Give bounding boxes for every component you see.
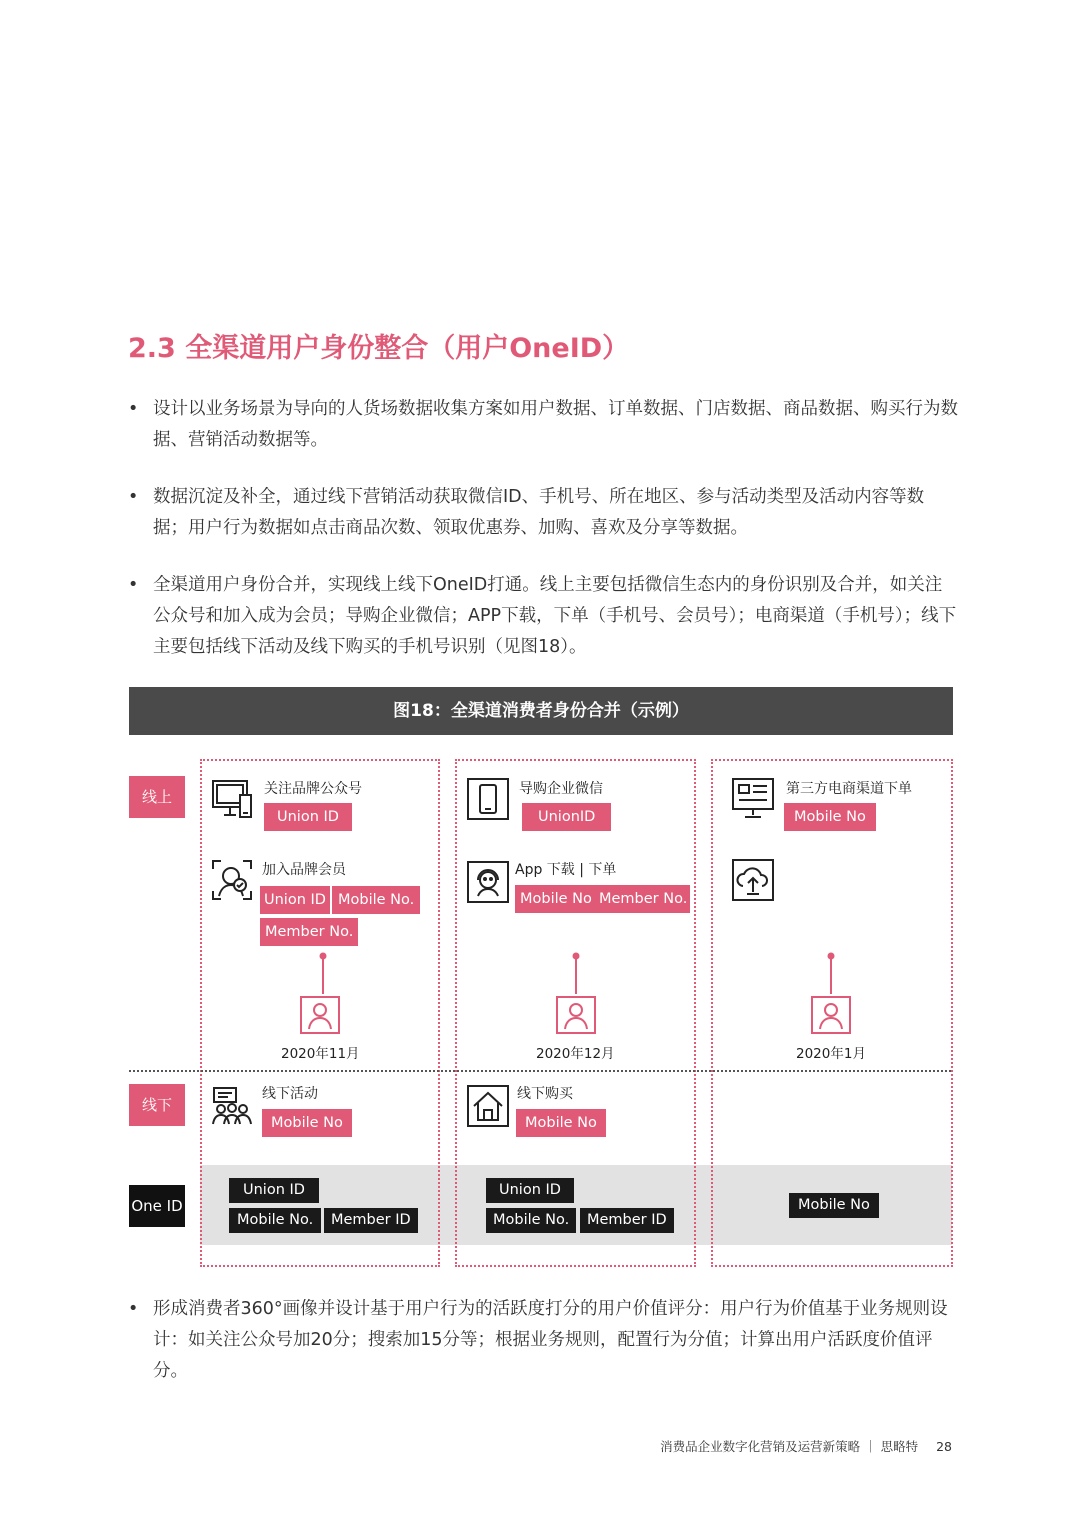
row-tag-online: 线上 [129,776,185,818]
customer-service-icon [466,860,510,904]
chip-mobile-no: Mobile No [262,1109,352,1137]
bullet-dot: • [128,399,139,419]
bullet-text: 数据沉淀及补全，通过线下营销活动获取微信ID、手机号、所在地区、参与活动类型及活动内容等数据；用户行为数据如点击商品次数、领取优惠券、加购、喜欢及分享等数据。 [153,487,925,538]
online-offline-divider [129,1070,951,1072]
date-label: 2020年1月 [796,1046,866,1062]
chip-mobile-no: Mobile No. [332,886,420,914]
date-label: 2020年11月 [281,1046,360,1062]
label-offline-event: 线下活动 [262,1086,318,1102]
timeline-connector [572,952,580,998]
label-offline-purchase: 线下购买 [517,1086,573,1102]
oneid-union-id: Union ID [229,1178,319,1203]
label-join-membership: 加入品牌会员 [262,862,346,878]
user-profile-icon [299,995,341,1035]
row-tag-oneid: One ID [129,1185,185,1227]
bullet-1 [128,394,958,456]
bullet-text: 全渠道用户身份合并，实现线上线下OneID打通。线上主要包括微信生态内的身份识别及合并，如关注公众号和加入成为会员；导购企业微信；APP下载，下单（手机号、会员号）；电商渠道（手机号）；线下主要包括线下活动及线下购买的手机号识别（见图18）。 [153,575,957,657]
desktop-icon [210,777,254,821]
oneid-mobile-no: Mobile No. [229,1208,321,1233]
oneid-member-id: Member ID [324,1208,418,1233]
bullet-2 [128,482,958,544]
user-profile-icon [555,995,597,1035]
chip-mobile-no: Mobile No [516,1109,606,1137]
page-footer [660,1437,952,1455]
offline-event-icon [210,1084,254,1128]
cloud-upload-icon [731,858,775,902]
ecommerce-screen-icon [731,777,775,821]
oneid-union-id: Union ID [486,1178,574,1203]
bullet-dot: • [128,575,139,595]
section-title: 2.3 全渠道用户身份整合（用户OneID） [128,333,630,364]
oneid-member-id: Member ID [580,1208,674,1233]
label-follow-official-account: 关注品牌公众号 [264,781,362,797]
chip-mobile-no: Mobile No [515,885,597,913]
chip-unionid: UnionID [522,803,611,831]
label-guide-wecom: 导购企业微信 [519,781,603,797]
bullet-dot: • [128,1299,139,1319]
face-scan-icon [210,858,254,902]
oneid-mobile-no: Mobile No. [486,1208,576,1233]
label-app-download-order: App 下载 | 下单 [515,862,617,878]
bullet-dot: • [128,487,139,507]
user-profile-icon [810,995,852,1035]
mobile-phone-icon [466,777,510,821]
page-number: 28 [936,1439,952,1454]
date-label: 2020年12月 [536,1046,615,1062]
bullet-4 [128,1294,958,1387]
timeline-connector [319,952,327,998]
store-icon [466,1084,510,1128]
figure-title: 图18：全渠道消费者身份合并（示例） [129,687,953,735]
footer-text: 消费品企业数字化营销及运营新策略 ｜ 思略特 [660,1439,919,1454]
bullet-3 [128,570,958,663]
label-third-party-ecommerce-order: 第三方电商渠道下单 [786,781,912,797]
bullet-text: 设计以业务场景为导向的人货场数据收集方案如用户数据、订单数据、门店数据、商品数据、购买行为数据、营销活动数据等。 [153,399,958,450]
timeline-connector [827,952,835,998]
chip-union-id: Union ID [260,886,330,914]
oneid-mobile-no: Mobile No [789,1193,879,1218]
chip-member-no: Member No. [260,918,358,946]
chip-mobile-no: Mobile No [784,803,876,831]
bullet-text: 形成消费者360°画像并设计基于用户行为的活跃度打分的用户价值评分：用户行为价值基于业务规则设计：如关注公众号加20分；搜索加15分等；根据业务规则，配置行为分值；计算出用户活跃度价值评分。 [153,1299,948,1381]
row-tag-offline: 线下 [129,1084,185,1126]
chip-member-no: Member No. [596,885,690,913]
chip-union-id: Union ID [264,803,352,831]
